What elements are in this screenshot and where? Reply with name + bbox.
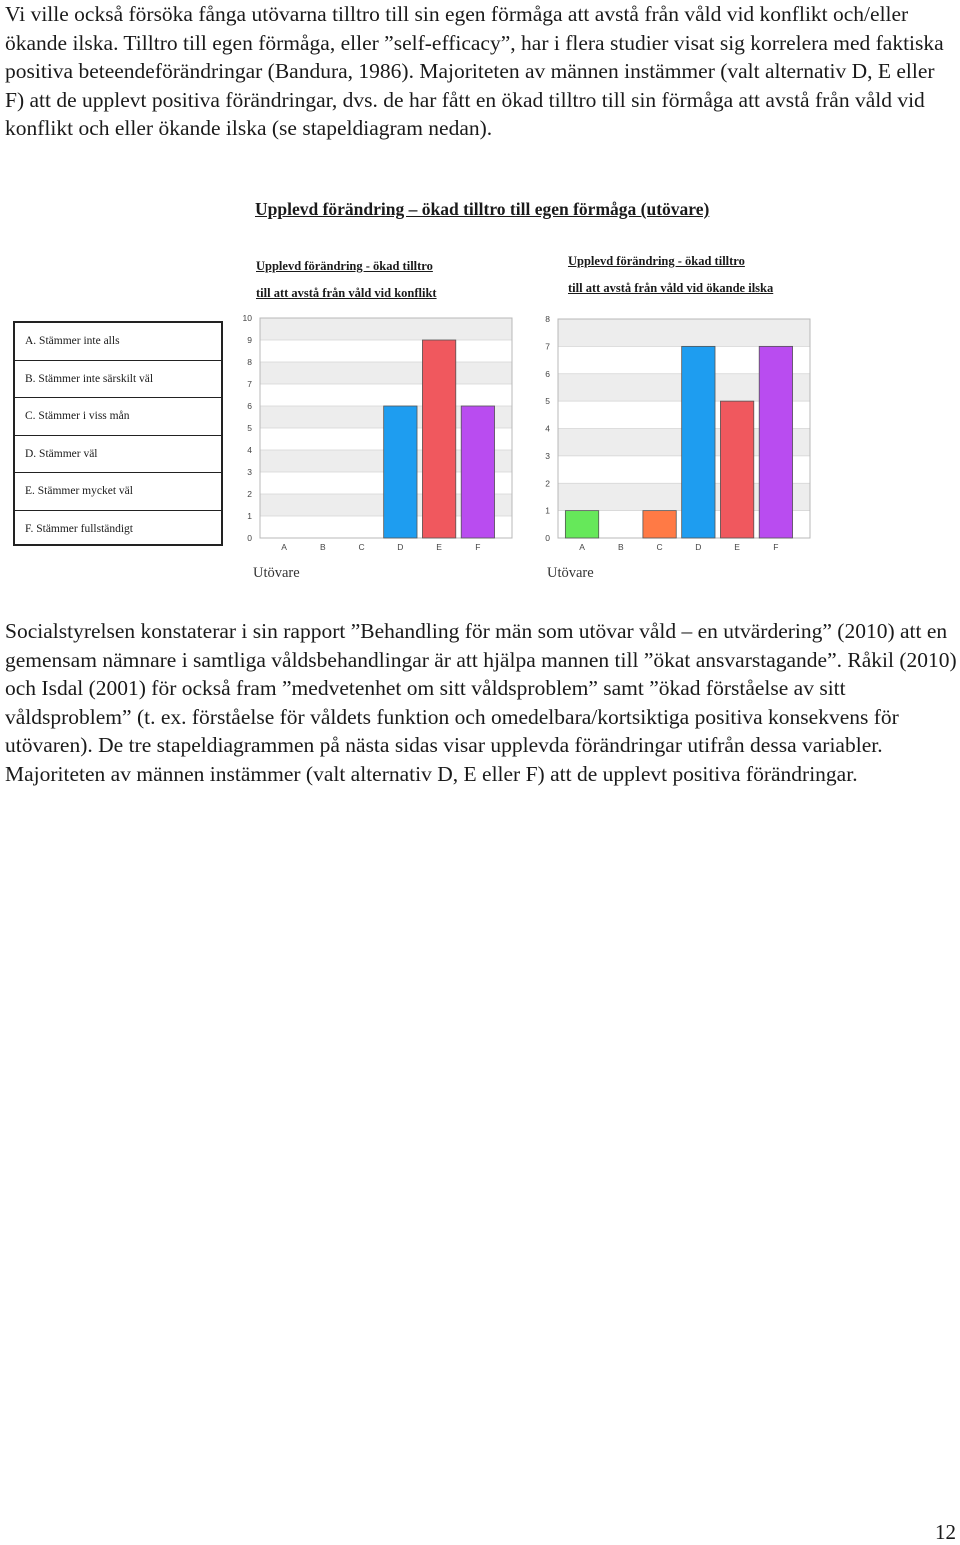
grid-band <box>260 318 512 340</box>
y-tick-label: 2 <box>247 489 252 499</box>
paragraph-main: Socialstyrelsen konstaterar i sin rapport ”Behandling för män som utövar våld – en utvärdering” (2010) att en gemensam nämnare i samtliga våldsbehandlingar är att hjälpa mannen till ”ökat ansvarstagande”. Råkil (2010) och Isdal (2001) för också fram ”medvetenhet om sitt våldsproblem” samt ”ökad förståelse av sitt våldsproblem” (t. ex. förståelse för våldets funktion och omedelbara/kortsiktiga positiva konsekvens för utövaren). De tre stapeldiagrammen på nästa sidas visar upplevda förändringar utifrån dessa variabler. Majoriteten av männen instämmer (valt alternativ D, E eller F) att de upplevt positiva förändringar. <box>5 619 957 786</box>
y-tick-label: 6 <box>545 368 550 379</box>
paragraph-intro: Vi ville också försöka fånga utövarna tilltro till sin egen förmåga att avstå från våld vid konflikt och/eller ökande ilska. Tilltro till egen förmåga, eller ”self-efficacy”, har i flera studier visat sig korrelera med faktiska positiva beteendeförändringar (Bandura, 1986). Majoriteten av männen instämmer (valt alternativ D, E eller F) att de upplevt positiva förändringar, dvs. de har fått en ökad tilltro till sin förmåga att avstå från våld vid konflikt och eller ökande ilska (se stapeldiagram nedan). <box>5 2 944 141</box>
legend-item: A. Stämmer inte alls <box>15 323 221 361</box>
y-tick-label: 7 <box>247 379 252 389</box>
bar-chart-conflict <box>230 313 520 558</box>
y-tick-label: 7 <box>545 341 550 352</box>
x-tick-label: A <box>281 542 287 552</box>
y-tick-label: 8 <box>545 314 550 324</box>
y-tick-label: 0 <box>247 533 252 543</box>
y-tick-label: 6 <box>247 401 252 411</box>
x-tick-label: D <box>695 542 702 552</box>
y-tick-label: 9 <box>247 335 252 345</box>
legend-item: E. Stämmer mycket väl <box>15 473 221 511</box>
answer-legend <box>13 321 223 546</box>
y-tick-label: 3 <box>247 467 252 477</box>
bar-chart-figure <box>5 193 820 588</box>
y-tick-label: 3 <box>545 450 550 461</box>
x-tick-label: F <box>773 542 779 552</box>
y-tick-label: 1 <box>247 511 252 521</box>
y-tick-label: 5 <box>247 423 252 433</box>
page-number: 12 <box>935 1520 956 1544</box>
y-tick-label: 1 <box>545 505 550 516</box>
bar-f <box>461 406 494 538</box>
y-tick-label: 10 <box>242 313 252 323</box>
y-tick-label: 8 <box>247 357 252 367</box>
bar-chart-anger <box>523 313 823 558</box>
y-tick-label: 4 <box>247 445 252 455</box>
y-tick-label: 4 <box>545 423 550 434</box>
legend-item: F. Stämmer fullständigt <box>25 523 134 536</box>
bar-e <box>720 401 753 538</box>
chart-2-caption: Utövare <box>547 565 594 581</box>
legend-item: C. Stämmer i viss mån <box>15 398 221 436</box>
x-tick-label: A <box>579 542 585 552</box>
chart-1-title <box>256 253 437 307</box>
legend-item: B. Stämmer inte särskilt väl <box>15 361 221 399</box>
x-tick-label: C <box>656 542 663 552</box>
bar-d <box>384 406 417 538</box>
y-tick-label: 0 <box>545 533 550 543</box>
bar-a <box>565 511 598 538</box>
y-tick-label: 2 <box>545 478 550 489</box>
bar-d <box>682 346 715 538</box>
x-tick-label: D <box>397 542 404 552</box>
chart-1-title-line-1: Upplevd förändring - ökad tilltro <box>256 259 433 273</box>
chart-1-title-line-2: till att avstå från våld vid konflikt <box>256 286 437 300</box>
x-tick-label: F <box>475 542 481 552</box>
x-tick-label: B <box>617 542 624 552</box>
x-tick-label: E <box>734 542 740 552</box>
y-tick-label: 5 <box>545 396 550 407</box>
bar-c <box>643 511 676 538</box>
grid-band <box>260 362 512 384</box>
chart-2-title-line-2: till att avstå från våld vid ökande ilska <box>568 281 774 295</box>
chart-2-title-line-1: Upplevd förändring - ökad tilltro <box>568 254 745 268</box>
x-tick-label: C <box>358 542 365 552</box>
legend-item: D. Stämmer väl <box>15 436 221 474</box>
figure-title: Upplevd förändring – ökad tilltro till egen förmåga (utövare) <box>255 199 710 219</box>
x-tick-label: B <box>319 542 326 552</box>
chart-2-title <box>568 248 773 302</box>
chart-1-caption: Utövare <box>253 565 300 581</box>
bar-e <box>422 340 455 538</box>
grid-band <box>558 319 810 346</box>
bar-f <box>759 346 792 538</box>
x-tick-label: E <box>436 542 442 552</box>
